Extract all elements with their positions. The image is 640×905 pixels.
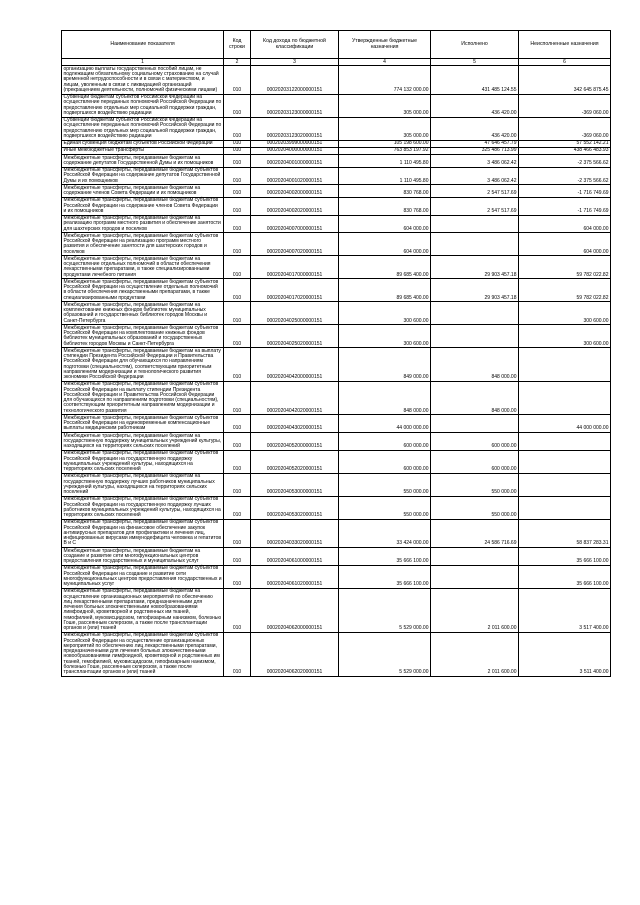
income-code-cell: 00020204007000000151 — [251, 215, 339, 233]
unexecuted-amount-cell: 59 782 022.82 — [519, 256, 611, 279]
line-code-cell: 010 — [224, 94, 251, 117]
line-code-cell: 010 — [224, 215, 251, 233]
table-row — [62, 381, 611, 415]
table-body — [62, 66, 611, 677]
line-code-cell: 010 — [224, 519, 251, 547]
income-code-cell: 00020204053020000151 — [251, 496, 339, 519]
indicator-name-cell: Межбюджетные трансферты, передаваемые бюджетам на осуществление организационных мероприятий по обеспечению лиц лекарственными препаратами, предназначенными для лечения больных злокачественными новообразованиями лимфоидной, кроветворной и родственных им тканей, гемофилией, муковисцидозом, гипофизарным нанизмом, болезнью Гоше, рассеянным склерозом, а также после трансплантации органов и (или) тканей — [62, 588, 224, 632]
unexecuted-amount-cell: 35 666 100.00 — [519, 565, 611, 588]
income-code-cell: 00020204017000000151 — [251, 256, 339, 279]
line-code-cell: 010 — [224, 433, 251, 451]
line-code-cell: 010 — [224, 197, 251, 215]
approved-amount-cell: 300 600.00 — [339, 325, 431, 348]
line-code-cell: 010 — [224, 233, 251, 256]
table-row — [62, 233, 611, 256]
indicator-name-cell: Межбюджетные трансферты, передаваемые бюджетам субъектов Российской Федерации на создание и развитие сети многофункциональных центров предоставления государственных и муниципальных услуг — [63, 565, 222, 587]
line-code-cell: 010 — [224, 588, 251, 632]
approved-amount-cell: 604 000.00 — [339, 233, 431, 256]
executed-amount-cell: 431 485 124.55 — [431, 66, 519, 94]
executed-amount-cell: 436 420.00 — [431, 94, 519, 117]
executed-amount-cell: 29 903 457.18 — [431, 279, 519, 302]
unexecuted-amount-cell — [519, 381, 611, 415]
income-code-cell: 00020203123020000151 — [251, 117, 339, 140]
approved-amount-cell: 774 132 000.00 — [339, 66, 431, 94]
executed-amount-cell: 550 000.00 — [431, 496, 519, 519]
indicator-name-cell: Межбюджетные трансферты, передаваемые бюджетам субъектов Российской Федерации на осуществление отдельных полномочий в области обеспечения лекарственными препаратами, в также специализированными продуктами — [62, 279, 224, 302]
executed-amount-cell: 24 586 716.69 — [431, 519, 519, 547]
income-code-cell: 00020204001020000151 — [251, 167, 339, 185]
executed-amount-cell: 3 486 062.42 — [431, 167, 519, 185]
table-row — [62, 215, 611, 233]
income-code-cell: 00020203999000000151 — [251, 140, 339, 147]
table-row — [62, 140, 611, 147]
income-code-cell: 00020204061000000151 — [251, 548, 339, 566]
line-code-cell: 010 — [224, 256, 251, 279]
income-code-cell: 00020204025000000151 — [251, 302, 339, 325]
approved-amount-cell: 33 424 000.00 — [339, 519, 431, 547]
income-code-cell: 00020204052020000151 — [251, 450, 339, 473]
income-code-cell: 00020204002000000151 — [251, 185, 339, 198]
report-page — [61, 30, 610, 677]
indicator-name-cell: Субвенции бюджетам субъектов Российской Федерации на осуществление переданных полномочий Российской Федерации по предоставлению отдельных мер социальной поддержки граждан, подвергшихся воздействию радиации — [62, 94, 224, 117]
header-executed: Исполнено — [431, 31, 519, 59]
executed-amount-cell: 436 420.00 — [431, 117, 519, 140]
executed-amount-cell — [431, 302, 519, 325]
table-row — [62, 588, 611, 632]
approved-amount-cell: 44 000 000.00 — [339, 415, 431, 433]
executed-amount-cell — [431, 565, 519, 588]
indicator-name-cell: Межбюджетные трансферты, передаваемые бюджетам субъектов Российской Федерации на содержание депутатов Государственной Думы и их помощников — [62, 167, 224, 185]
executed-amount-cell — [431, 325, 519, 348]
table-row — [62, 147, 611, 154]
approved-amount-cell: 600 000.00 — [339, 433, 431, 451]
header-indicator-name: Наименование показателя — [62, 31, 224, 59]
executed-amount-cell: 325 486 713.99 — [431, 147, 519, 154]
unexecuted-amount-cell: -369 060.00 — [519, 117, 611, 140]
indicator-name-cell: Межбюджетные трансферты, передаваемые бюджетам субъектов Российской Федерации на комплектование книжных фондов библиотек муниципальных образований и государственных библиотек городов Москвы и Санкт-Петербурга — [62, 325, 224, 348]
header-income-code: Код дохода по бюджетной классификации — [251, 31, 339, 59]
line-code-cell: 010 — [224, 167, 251, 185]
approved-amount-cell: 550 000.00 — [339, 496, 431, 519]
unexecuted-amount-cell: 438 466 483.93 — [519, 147, 611, 154]
header-row — [62, 31, 611, 59]
line-code-cell: 010 — [224, 117, 251, 140]
executed-amount-cell: 29 903 457.18 — [431, 256, 519, 279]
indicator-name-cell: Межбюджетные трансферты, передаваемые бюджетам на государственную поддержку лучших работников муниципальных учреждений культуры, находящихся на территориях сельских поселений — [62, 473, 224, 496]
approved-amount-cell: 1 110 495.80 — [339, 167, 431, 185]
income-code-cell: 00020204002020000151 — [251, 197, 339, 215]
indicator-name-cell: Межбюджетные трансферты, передаваемые бюджетам субъектов Российской Федерации на финансовое обеспечение закупок антивирусных препаратов для профилактики и лечения лиц, инфицированных вирусами иммунодефицита человека и гепатитов B и C — [62, 519, 224, 547]
unexecuted-amount-cell: 342 645 875.45 — [519, 66, 611, 94]
table-row — [62, 473, 611, 496]
income-code-cell: 00020204025020000151 — [251, 325, 339, 348]
budget-execution-table — [61, 30, 611, 677]
income-code-cell: 00020204042000000151 — [251, 348, 339, 382]
line-code-cell: 010 — [224, 325, 251, 348]
executed-amount-cell: 600 000.00 — [431, 450, 519, 473]
income-code-cell: 00020204000000000151 — [251, 147, 339, 154]
table-row — [62, 450, 611, 473]
table-row — [62, 279, 611, 302]
line-code-cell: 010 — [224, 450, 251, 473]
approved-amount-cell: 305 000.00 — [339, 117, 431, 140]
indicator-name-cell: Межбюджетные трансферты, передаваемые бюджетам на создание и развитие сети многофункциональных центров предоставления государственных и муниципальных услуг — [62, 548, 224, 566]
table-row — [62, 185, 611, 198]
approved-amount-cell: 105 198 600.00 — [339, 140, 431, 147]
line-code-cell: 010 — [224, 66, 251, 94]
executed-amount-cell: 848 000.00 — [431, 381, 519, 415]
line-code-cell: 010 — [224, 496, 251, 519]
indicator-name-cell: Межбюджетные трансферты, передаваемые бюджетам субъектов Российской Федерации на государственную поддержку муниципальных учреждений культуры, находящихся на территориях сельских поселений — [62, 450, 224, 473]
line-code-cell: 010 — [224, 348, 251, 382]
executed-amount-cell: 550 000.00 — [431, 473, 519, 496]
income-code-cell: 00020204062020000151 — [251, 632, 339, 676]
approved-amount-cell: 5 529 000.00 — [339, 632, 431, 676]
income-code-cell: 00020204017020000151 — [251, 279, 339, 302]
approved-amount-cell: 5 529 000.00 — [339, 588, 431, 632]
table-row — [62, 496, 611, 519]
line-code-cell: 010 — [224, 548, 251, 566]
indicator-name-cell: Межбюджетные трансферты, передаваемые бюджетам субъектов Российской Федерации на содержание членов Совета Федерации и их помощников — [62, 197, 224, 215]
indicator-name-cell: организацию выплаты государственных пособий лицам, не подлежащим обязательному социальному страхованию на случай временной нетрудоспособности и в связи с материнством, и лицам, уволенным в связи с ликвидацией организаций (прекращением деятельности, полномочий физическими лицами) — [62, 66, 224, 94]
line-code-cell: 010 — [224, 473, 251, 496]
line-code-cell: 010 — [224, 632, 251, 676]
approved-amount-cell: 550 000.00 — [339, 473, 431, 496]
line-code-cell: 010 — [224, 565, 251, 588]
unexecuted-amount-cell: 57 552 142.21 — [519, 140, 611, 147]
header-line-code: Код строки — [224, 31, 251, 59]
header-unexecuted: Неисполненные назначения — [519, 31, 611, 59]
income-code-cell: 00020203122000000151 — [251, 66, 339, 94]
column-number: 1 — [62, 59, 224, 66]
table-row — [62, 415, 611, 433]
unexecuted-amount-cell: 300 600.00 — [519, 302, 611, 325]
indicator-name-cell: Единая субвенция бюджетам субъектов Российской Федерации — [62, 140, 224, 147]
table-row — [62, 66, 611, 94]
table-row — [62, 167, 611, 185]
approved-amount-cell: 763 853 197.92 — [339, 147, 431, 154]
unexecuted-amount-cell: -1 716 749.69 — [519, 197, 611, 215]
indicator-name-cell: Субвенции бюджетам субъектов Российской Федерации на осуществление переданных полномочий Российской Федерации по предоставлению отдельных мер социальной поддержки граждан, подвергшихся воздействию радиации — [62, 117, 224, 140]
unexecuted-amount-cell — [519, 433, 611, 451]
executed-amount-cell: 47 646 457.79 — [431, 140, 519, 147]
unexecuted-amount-cell: 300 600.00 — [519, 325, 611, 348]
approved-amount-cell: 35 666 100.00 — [339, 565, 431, 588]
indicator-name-cell: Межбюджетные трансферты, передаваемые бюджетам на реализацию программ местного развития и обеспечение занятости для шахтерских городов и поселков — [62, 215, 224, 233]
table-row — [62, 325, 611, 348]
executed-amount-cell: 600 000.00 — [431, 433, 519, 451]
unexecuted-amount-cell: -1 716 749.69 — [519, 185, 611, 198]
approved-amount-cell: 1 110 495.80 — [339, 155, 431, 168]
income-code-cell: 00020204042020000151 — [251, 381, 339, 415]
executed-amount-cell — [431, 215, 519, 233]
approved-amount-cell: 89 685 400.00 — [339, 256, 431, 279]
income-code-cell: 00020204062000000151 — [251, 588, 339, 632]
unexecuted-amount-cell — [519, 450, 611, 473]
line-code-cell: 010 — [224, 381, 251, 415]
approved-amount-cell: 305 000.00 — [339, 94, 431, 117]
column-number: 4 — [339, 59, 431, 66]
executed-amount-cell: 2 547 517.69 — [431, 185, 519, 198]
income-code-cell: 00020204007020000151 — [251, 233, 339, 256]
indicator-name-cell: Межбюджетные трансферты, передаваемые бюджетам на содержание депутатов Государственной Думы и их помощников — [62, 155, 224, 168]
indicator-name-cell: Межбюджетные трансферты, передаваемые бюджетам субъектов Российской Федерации на государственную поддержку лучших работников муниципальных учреждений культуры, находящихся на территориях сельских поселений — [62, 496, 224, 519]
table-row — [62, 565, 611, 588]
executed-amount-cell: 2 547 517.69 — [431, 197, 519, 215]
executed-amount-cell: 3 486 062.42 — [431, 155, 519, 168]
indicator-name-cell: Межбюджетные трансферты, передаваемые бюджетам на содержание членов Совета Федерации и их помощников — [62, 185, 224, 198]
executed-amount-cell — [431, 233, 519, 256]
table-row — [62, 548, 611, 566]
executed-amount-cell — [431, 415, 519, 433]
unexecuted-amount-cell: -2 375 566.62 — [519, 155, 611, 168]
line-code-cell: 010 — [224, 279, 251, 302]
line-code-cell: 010 — [224, 302, 251, 325]
indicator-name-cell: Межбюджетные трансферты, передаваемые бюджетам на осуществление отдельных полномочий в области обеспечения лекарственными препаратами, в также специализированными продуктами лечебного питания — [62, 256, 224, 279]
header-approved: Утвержденные бюджетные назначения — [339, 31, 431, 59]
line-code-cell: 010 — [224, 155, 251, 168]
income-code-cell: 00020204052000000151 — [251, 433, 339, 451]
column-number-row — [62, 59, 611, 66]
approved-amount-cell: 35 666 100.00 — [339, 548, 431, 566]
table-row — [62, 348, 611, 382]
table-row — [62, 197, 611, 215]
income-code-cell: 00020204053000000151 — [251, 473, 339, 496]
unexecuted-amount-cell: 3 517 400.00 — [519, 588, 611, 632]
table-row — [62, 632, 611, 676]
indicator-name-cell: Межбюджетные трансферты, передаваемые бюджетам на выплату стипендии Президента Российской Федерации и Правительства Российской Федерации для обучающихся по направлениям подготовки (специальностям), соответствующим приоритетным направлениям модернизации и технологического развития экономики Российской Федерации — [62, 348, 224, 382]
unexecuted-amount-cell: 59 782 022.82 — [519, 279, 611, 302]
indicator-name-cell: Иные межбюджетные трансферты — [62, 147, 224, 154]
table-row — [62, 117, 611, 140]
unexecuted-amount-cell: 35 666 100.00 — [519, 548, 611, 566]
indicator-name-cell: Межбюджетные трансферты, передаваемые бюджетам субъектов Российской Федерации на выплату стипендии Президента Российской Федерации и Правительства Российской Федерации для обучающихся по направлениям подготовки (специальностям), соответствующим приоритетным направлениям модернизации и технологического развития — [62, 381, 224, 415]
approved-amount-cell: 89 685 400.00 — [339, 279, 431, 302]
approved-amount-cell: 848 000.00 — [339, 381, 431, 415]
table-row — [62, 302, 611, 325]
indicator-name-cell: Межбюджетные трансферты, передаваемые бюджетам на комплектование книжных фондов библиотек муниципальных образований и государственных библиотек городов Москвы и Санкт-Петербурга — [62, 302, 224, 325]
unexecuted-amount-cell — [519, 348, 611, 382]
approved-amount-cell: 300 600.00 — [339, 302, 431, 325]
unexecuted-amount-cell: 3 511 400.00 — [519, 632, 611, 676]
column-number: 3 — [251, 59, 339, 66]
executed-amount-cell — [431, 548, 519, 566]
unexecuted-amount-cell: 44 000 000.00 — [519, 415, 611, 433]
unexecuted-amount-cell: 58 837 283.31 — [519, 519, 611, 547]
column-number: 2 — [224, 59, 251, 66]
indicator-name-cell: Межбюджетные трансферты, передаваемые бюджетам субъектов Российской Федерации на осуществление организационных мероприятий по обеспечению лиц лекарственными препаратами, предназначенными для лечения больных злокачественными новообразованиями лимфоидной, кроветворной и родственных им тканей, гемофилией, муковисцидозом, гипофизарным нанизмом, болезнью Гоше, рассеянным склерозом, а также после трансплантации органов и (или) тканей — [62, 632, 224, 676]
indicator-name-cell: Межбюджетные трансферты, передаваемые бюджетам субъектов Российской Федерации на реализацию программ местного развития и обеспечение занятости для шахтерских городов и поселков — [62, 233, 224, 256]
income-code-cell: 00020203123000000151 — [251, 94, 339, 117]
approved-amount-cell: 849 000.00 — [339, 348, 431, 382]
unexecuted-amount-cell — [519, 473, 611, 496]
income-code-cell: 00020204061020000151 — [251, 565, 339, 588]
unexecuted-amount-cell: -369 060.00 — [519, 94, 611, 117]
approved-amount-cell: 604 000.00 — [339, 215, 431, 233]
approved-amount-cell: 830 768.00 — [339, 185, 431, 198]
unexecuted-amount-cell: -2 375 566.62 — [519, 167, 611, 185]
line-code-cell: 010 — [224, 415, 251, 433]
table-row — [62, 155, 611, 168]
approved-amount-cell: 830 768.00 — [339, 197, 431, 215]
approved-amount-cell: 600 000.00 — [339, 450, 431, 473]
column-number: 6 — [519, 59, 611, 66]
indicator-name-cell: Межбюджетные трансферты, передаваемые бюджетам на государственную поддержку муниципальных учреждений культуры, находящихся на территориях сельских поселений — [62, 433, 224, 451]
indicator-name-cell: Межбюджетные трансферты, передаваемые бюджетам субъектов Российской Федерации на единовременные компенсационные выплаты медицинским работникам — [62, 415, 224, 433]
executed-amount-cell: 848 000.00 — [431, 348, 519, 382]
line-code-cell: 010 — [224, 185, 251, 198]
executed-amount-cell: 2 011 600.00 — [431, 588, 519, 632]
table-row — [62, 519, 611, 547]
executed-amount-cell: 2 011 600.00 — [431, 632, 519, 676]
unexecuted-amount-cell — [519, 496, 611, 519]
line-code-cell: 010 — [224, 147, 251, 154]
income-code-cell: 00020204043020000151 — [251, 415, 339, 433]
table-row — [62, 433, 611, 451]
column-number: 5 — [431, 59, 519, 66]
table-row — [62, 256, 611, 279]
income-code-cell: 00020204001000000151 — [251, 155, 339, 168]
unexecuted-amount-cell: 604 000.00 — [519, 215, 611, 233]
line-code-cell: 010 — [224, 140, 251, 147]
income-code-cell: 00020204033020000151 — [251, 519, 339, 547]
table-row — [62, 94, 611, 117]
unexecuted-amount-cell: 604 000.00 — [519, 233, 611, 256]
